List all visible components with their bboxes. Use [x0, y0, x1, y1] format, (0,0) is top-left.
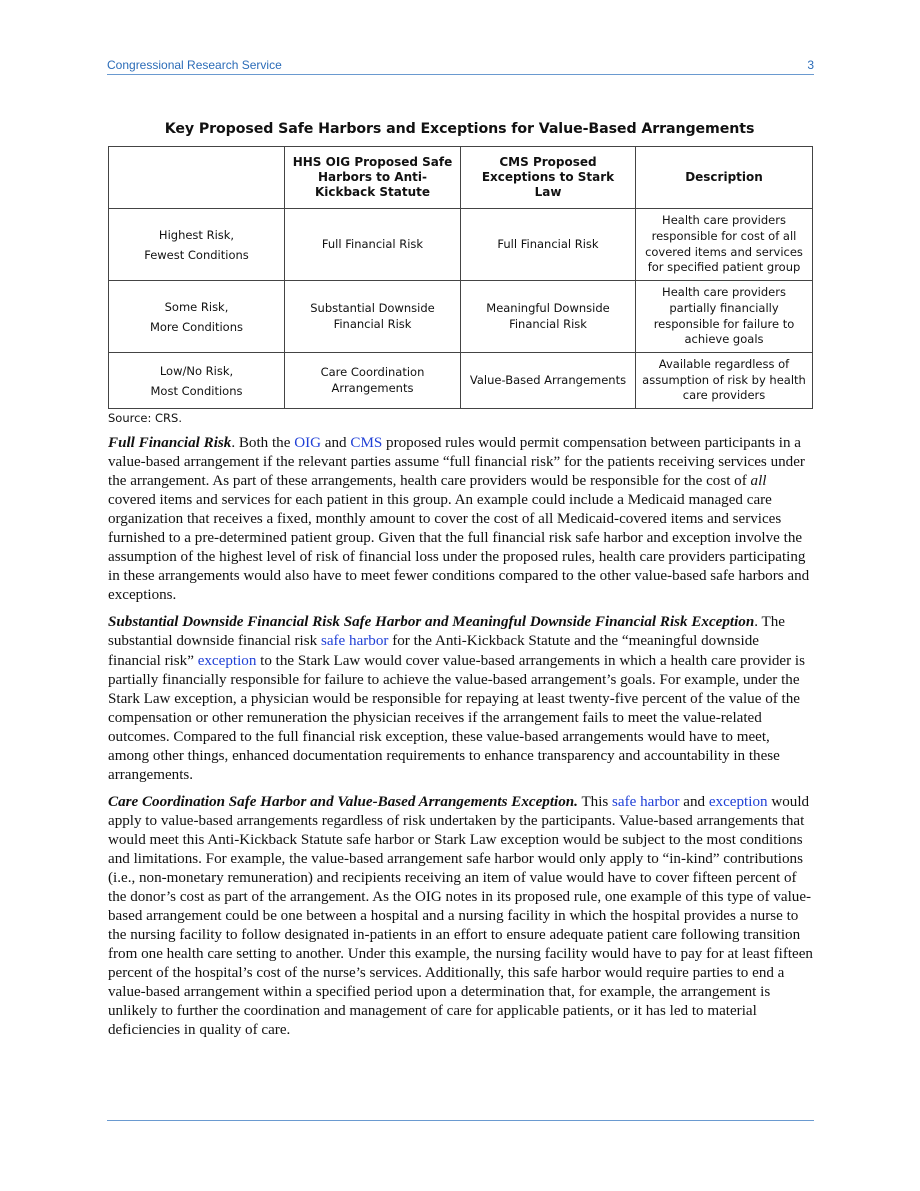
paragraph-text: to the Stark Law would cover value-based arrangements in which a health care provider is partially financially responsible for failure to achieve the value-based arrangement’s goals. For example, under the Stark Law exception, a physician would be responsible for repaying at least twenty-five percent of the value of the compensation or other remuneration the physician receives if the arrangement fails to meet the value-related outcomes. Compared to the full financial risk exception, these value-based arrangements would have to meet, among other things, enhanced documentation requirements to enhance transparency and accountability in these arrangements.	[108, 652, 805, 783]
paragraph-lead: Care Coordination Safe Harbor and Value-Based Arrangements Exception.	[108, 793, 578, 810]
risk-conditions: More Conditions	[149, 319, 244, 334]
paragraph-downside-risk	[108, 613, 813, 784]
risk-level: Low/No Risk,	[159, 363, 234, 378]
risk-conditions: Most Conditions	[150, 383, 243, 398]
risk-cell	[109, 353, 285, 409]
oig-cell: Substantial Downside Financial Risk	[285, 281, 461, 353]
table-row	[109, 353, 813, 409]
table-row	[109, 209, 813, 281]
paragraph-lead: Substantial Downside Financial Risk Safe Harbor and Meaningful Downside Financial Risk Exception	[108, 614, 755, 631]
header-cell-cms: CMS Proposed Exceptions to Stark Law	[461, 147, 636, 209]
paragraph-full-financial-risk	[108, 434, 813, 605]
risk-conditions: Fewest Conditions	[144, 247, 249, 262]
description-cell: Available regardless of assumption of risk by health care providers	[636, 353, 813, 409]
header-cell-oig: HHS OIG Proposed Safe Harbors to Anti-Kickback Statute	[285, 147, 461, 209]
exception-link[interactable]: exception	[708, 793, 768, 810]
paragraph-lead: Full Financial Risk	[108, 435, 232, 451]
risk-level: Some Risk,	[164, 299, 229, 314]
paragraph-text: would apply to value-based arrangements regardless of risk undertaken by the participants. Value-based arrangements that would meet this Anti-Kickback Statute safe harbor or Stark Law exception would be subject to the most conditions and limitations. For example, the value-based arrangement safe harbor would only apply to “in-kind” contributions (i.e., non-monetary remuneration) and recipients receiving an item of value would have to cover fifteen percent of the donor’s cost as part of the arrangement. As the OIG notes in its proposed rule, one example of this type of value-based arrangement could be one between a hospital and a nursing facility in which the hospital provides a nurse to the nursing facility to follow designated in-patients in an effort to ensure adequate patient care following transition from one health care setting to another. Under this example, the nursing facility would have to pay for at least fifteen percent of the hospital’s cost of the nurse’s services. Additionally, this safe harbor would require parties to end a value-based arrangement within a specified period upon a determination that, for example, the arrangement is unlikely to further the coordination and management of care for applicable patients, or it has led to material deficiencies in quality of care.	[108, 793, 813, 1039]
header-cell-blank	[109, 147, 285, 209]
description-cell: Health care providers responsible for cost of all covered items and services for specified patient group	[636, 209, 813, 281]
cms-link[interactable]: CMS	[350, 435, 383, 451]
table-source-note: Source: CRS.	[108, 411, 183, 425]
cms-cell: Meaningful Downside Financial Risk	[461, 281, 636, 353]
oig-cell: Care Coordination Arrangements	[285, 353, 461, 409]
paragraph-text: . The substantial downside financial risk	[108, 614, 785, 650]
risk-cell	[109, 281, 285, 353]
header-publisher: Congressional Research Service	[107, 58, 282, 72]
risk-cell	[109, 209, 285, 281]
table-row	[109, 281, 813, 353]
safe-harbors-table	[108, 146, 813, 409]
body-text	[108, 434, 813, 1048]
description-cell: Health care providers partially financially responsible for failure to achieve goals	[636, 281, 813, 353]
paragraph-text: and	[321, 435, 351, 451]
page-number: 3	[807, 58, 814, 72]
paragraph-text: covered items and services for each patient in this group. An example could include a Medicaid managed care organization that receives a fixed, monthly amount to cover the cost of all Medicaid-covered items and services furnished to a pre-determined patient group. Given that the full financial risk safe harbor and exception involve the assumption of the highest level of risk of financial loss under the proposed rules, health care providers participating in these arrangements would also have to meet fewer conditions compared to the other value-based safe harbors and exceptions.	[108, 492, 810, 604]
exception-link[interactable]: exception	[197, 652, 257, 669]
oig-link[interactable]: OIG	[294, 435, 322, 451]
paragraph-text: and	[679, 793, 709, 810]
cms-cell: Value-Based Arrangements	[461, 353, 636, 409]
emphasis-text: all	[750, 473, 767, 490]
paragraph-text: proposed rules would permit compensation between participants in a value-based arrangement if the relevant parties assume “full financial risk” for the patients receiving services under the arrangement. As part of these arrangements, health care providers would be responsible for the cost of	[108, 435, 805, 490]
paragraph-text: for the Anti-Kickback Statute and the “meaningful downside financial risk”	[108, 633, 759, 669]
safe-harbor-link[interactable]: safe harbor	[612, 793, 680, 810]
risk-level: Highest Risk,	[158, 227, 235, 242]
oig-cell: Full Financial Risk	[285, 209, 461, 281]
table-header-row	[109, 147, 813, 209]
paragraph-text: . Both the	[231, 435, 295, 451]
footer-rule	[107, 1120, 814, 1121]
table-title: Key Proposed Safe Harbors and Exceptions for Value-Based Arrangements	[164, 121, 755, 137]
page-header	[107, 58, 814, 75]
safe-harbor-link[interactable]: safe harbor	[320, 633, 389, 650]
paragraph-care-coordination	[108, 793, 813, 1041]
paragraph-text: This	[577, 793, 613, 810]
cms-cell: Full Financial Risk	[461, 209, 636, 281]
header-cell-description: Description	[636, 147, 813, 209]
